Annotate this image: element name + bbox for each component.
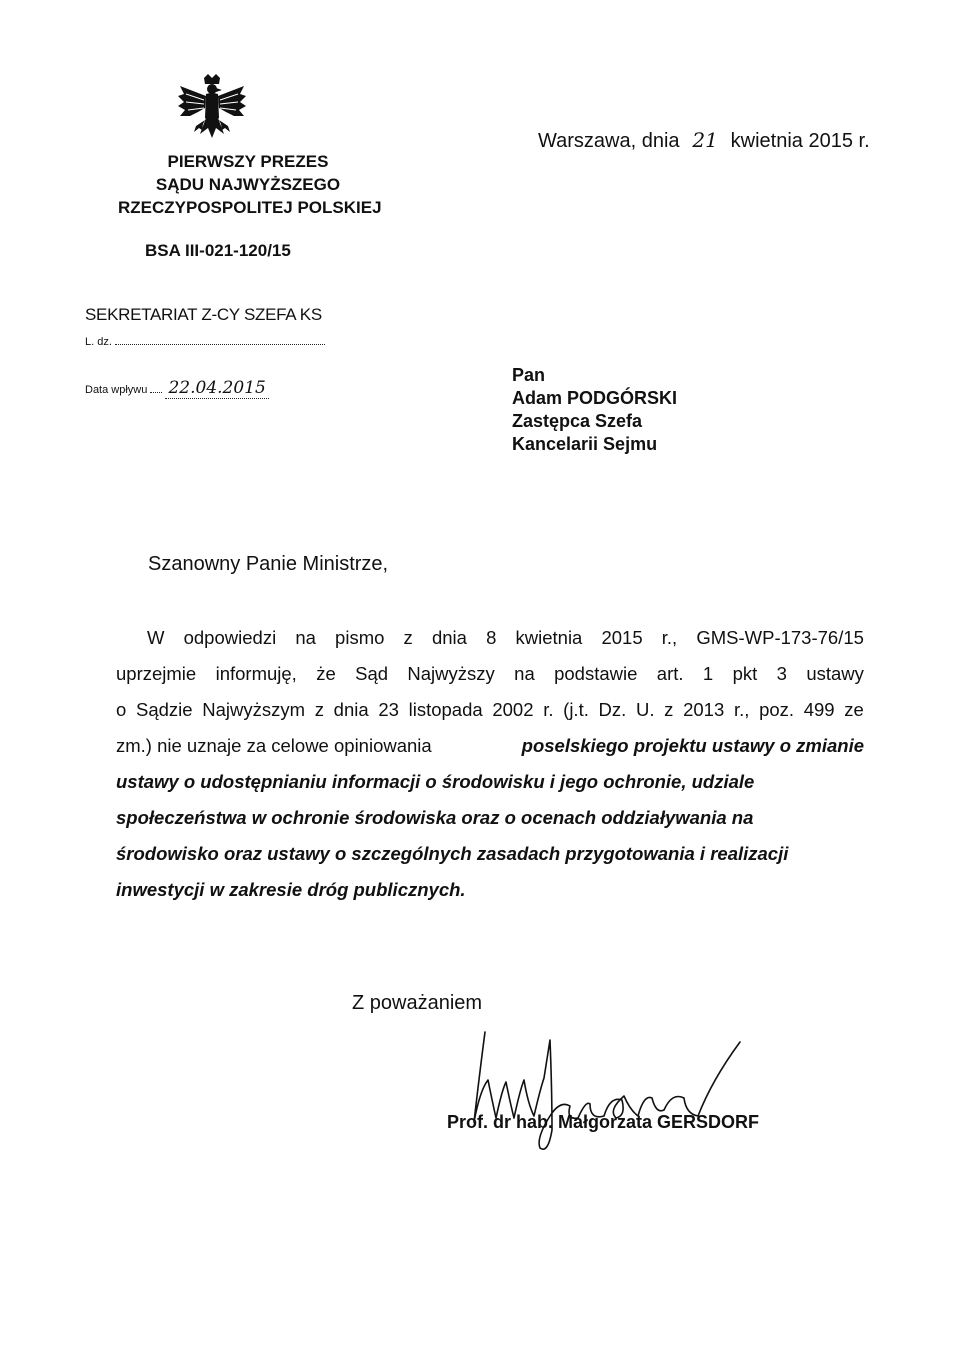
body-word: 23 xyxy=(378,699,399,720)
signer-name: Prof. dr hab. Małgorzata GERSDORF xyxy=(447,1112,760,1132)
body-word: podstawie xyxy=(554,663,638,684)
header-line-2: SĄDU NAJWYŻSZEGO xyxy=(155,175,341,194)
body-line-5: ustawy o udostępnianiu informacji o środowisku i jego ochronie, udziale xyxy=(116,771,755,792)
recipient-line-1: Pan xyxy=(512,365,546,385)
date-line xyxy=(538,128,870,153)
recipient-line-4: Kancelarii Sejmu xyxy=(512,434,658,454)
body-line-4-bold: poselskiego projektu ustawy o zmianie xyxy=(521,735,864,756)
date-day: 21 xyxy=(692,128,718,152)
polish-eagle-icon xyxy=(172,72,252,152)
body-word: ustawy xyxy=(806,663,864,684)
body-word: art. xyxy=(656,663,684,684)
body-line-4 xyxy=(116,728,864,764)
body-word: na xyxy=(514,663,535,684)
letter-body xyxy=(116,620,864,908)
body-word: dnia xyxy=(333,699,369,720)
body-line-6: społeczeństwa w ochronie środowiska oraz o ocenach oddziaływania na xyxy=(116,807,754,828)
header-line-3: RZECZYPOSPOLITEJ POLSKIEJ xyxy=(118,198,382,217)
body-word: Sądzie xyxy=(135,699,193,720)
body-word: uprzejmie xyxy=(116,663,197,684)
body-line-7: środowisko oraz ustawy o szczególnych zasadach przygotowania i realizacji xyxy=(116,843,789,864)
header-line-1: PIERWSZY PREZES xyxy=(167,152,329,171)
body-word: kwietnia xyxy=(515,627,583,648)
stamp-date xyxy=(85,378,269,398)
recipient-line-3: Zastępca Szefa xyxy=(512,411,643,431)
stamp-date-value: 22.04.2015 xyxy=(165,378,268,399)
body-word: z xyxy=(314,699,324,720)
body-line-1 xyxy=(116,620,864,656)
body-word: W xyxy=(147,627,165,648)
body-line-3 xyxy=(116,692,864,728)
closing: Z poważaniem xyxy=(352,992,483,1014)
body-word: r., xyxy=(661,627,678,648)
body-line-2 xyxy=(116,656,864,692)
recipient-line-2: Adam PODGÓRSKI xyxy=(512,388,678,408)
body-word: 8 xyxy=(486,627,497,648)
body-word: GMS-WP-173-76/15 xyxy=(696,627,864,648)
institution-header xyxy=(118,150,382,219)
body-word: ze xyxy=(844,699,864,720)
body-line-8: inwestycji w zakresie dróg publicznych. xyxy=(116,879,466,900)
body-word: pkt xyxy=(732,663,758,684)
body-word: r. xyxy=(543,699,554,720)
stamp-date-label: Data wpływu xyxy=(85,384,148,396)
body-word: Dz. xyxy=(598,699,627,720)
stamp-ldz-dots xyxy=(115,336,325,345)
body-word: na xyxy=(295,627,316,648)
body-word: U. xyxy=(635,699,655,720)
stamp-ldz-label: L. dz. xyxy=(85,336,112,348)
body-word: że xyxy=(316,663,336,684)
body-word: 1 xyxy=(702,663,714,684)
date-suffix: kwietnia 2015 r. xyxy=(730,130,870,152)
body-word: z xyxy=(664,699,674,720)
body-word: 2013 xyxy=(683,699,725,720)
body-word: 2002 xyxy=(492,699,534,720)
body-word: dnia xyxy=(431,627,467,648)
stamp-title: SEKRETARIAT Z-CY SZEFA KS xyxy=(85,305,322,324)
salutation: Szanowny Panie Ministrze, xyxy=(148,553,389,575)
body-word: poz. xyxy=(759,699,795,720)
body-word: Najwyższym xyxy=(202,699,306,720)
stamp-ldz xyxy=(85,336,325,348)
stamp-date-dots-lead xyxy=(150,384,162,393)
body-word: r., xyxy=(733,699,750,720)
body-word: 2015 xyxy=(601,627,643,648)
body-word: 3 xyxy=(776,663,787,684)
body-word: odpowiedzi xyxy=(183,627,277,648)
body-word: o xyxy=(116,699,127,720)
body-word: informuję, xyxy=(215,663,297,684)
body-word: z xyxy=(403,627,413,648)
recipient-block xyxy=(512,364,677,456)
body-line-4-plain: zm.) nie uznaje za celowe opiniowania xyxy=(116,735,437,756)
body-word: Sąd xyxy=(355,663,389,684)
body-word: listopada xyxy=(408,699,483,720)
body-word: Najwyższy xyxy=(407,663,495,684)
date-prefix: Warszawa, dnia xyxy=(538,130,680,152)
reference-number: BSA III-021-120/15 xyxy=(145,241,291,260)
body-word: (j.t. xyxy=(563,699,589,720)
body-word: 499 xyxy=(803,699,835,720)
body-word: pismo xyxy=(335,627,385,648)
